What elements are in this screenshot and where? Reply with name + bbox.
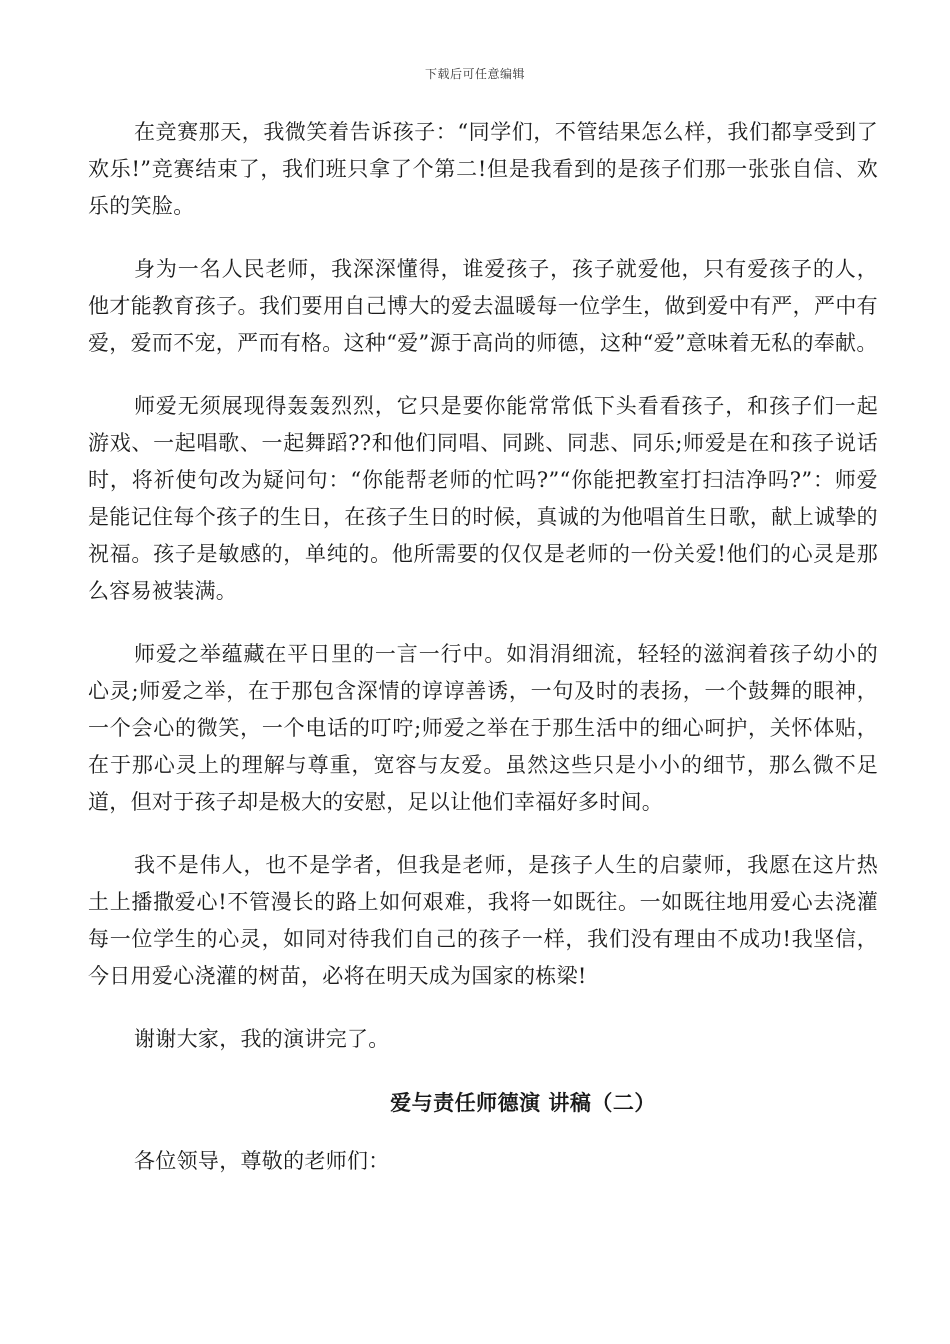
paragraph-love-in-daily-acts: 师爱之举蕴藏在平日里的一言一行中。如涓涓细流，轻轻的滋润着孩子幼小的心灵;师爱之举，在于那包含深情的谆谆善诱，一句及时的表扬，一个鼓舞的眼神，一个会心的微笑，一个电话的叮咛;师爱之举在于那生活中的细心呵护，关怀体贴，在于那心灵上的理解与尊重，宽容与友爱。虽然这些只是小小的细节，那么微不足道，但对于孩子却是极大的安慰，足以让他们幸福好多时间。 (88, 642, 878, 814)
greeting: 各位领导，尊敬的老师们： (134, 1149, 390, 1173)
paragraph-teacher-love: 身为一名人民老师，我深深懂得，谁爱孩子，孩子就爱他，只有爱孩子的人，他才能教育孩子。我们要用自己博大的爱去温暖每一位学生，做到爱中有严，严中有爱，爱而不宠，严而有格。这种“爱”源于高尚的师德，这种“爱”意味着无私的奉献。 (88, 257, 878, 355)
paragraph-love-unspectacular: 师爱无须展现得轰轰烈烈，它只是要你能常常低下头看看孩子，和孩子们一起游戏、一起唱歌、一起舞蹈??和他们同唱、同跳、同悲、同乐;师爱是在和孩子说话时，将祈使句改为疑问句：“你能帮老师的忙吗?”“你能把教室打扫洁净吗?”：师爱是能记住每个孩子的生日，在孩子生日的时候，真诚的为他唱首生日歌，献上诚挚的祝福。孩子是敏感的，单纯的。他所需要的仅仅是老师的一份关爱!他们的心灵是那么容易被装满。 (88, 394, 878, 603)
header-note: 下载后可任意编辑 (424, 67, 525, 81)
paragraph-thanks: 谢谢大家，我的演讲完了。 (134, 1027, 390, 1051)
paragraph-conviction: 我不是伟人，也不是学者，但我是老师，是孩子人生的启蒙师，我愿在这片热土上播撒爱心!不管漫长的路上如何艰难，我将一如既往。一如既往地用爱心去浇灌每一位学生的心灵，如同对待我们自己的孩子一样，我们没有理由不成功!我坚信，今日用爱心浇灌的树苗，必将在明天成为国家的栋梁! (88, 853, 878, 988)
paragraph-competition: 在竞赛那天，我微笑着告诉孩子：“同学们，不管结果怎么样，我们都享受到了欢乐!”竞赛结束了，我们班只拿了个第二!但是我看到的是孩子们那一张张自信、欢乐的笑脸。 (88, 120, 878, 218)
section-title: 爱与责任师德演 讲稿（二） (390, 1090, 656, 1115)
document-body (88, 114, 878, 1206)
